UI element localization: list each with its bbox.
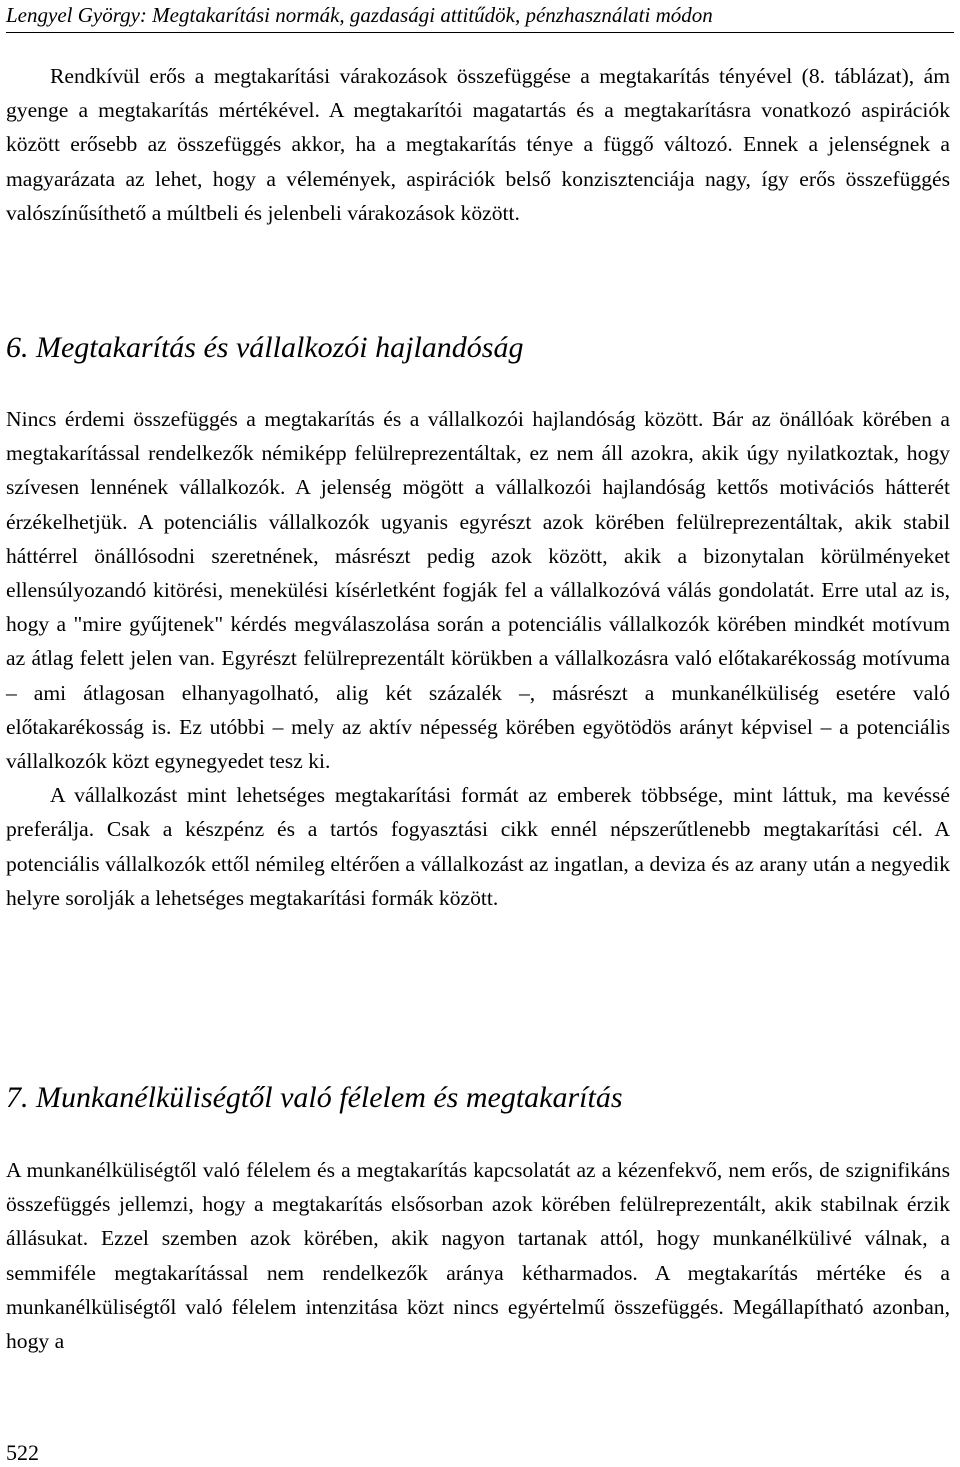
paragraph-text: A munkanélküliségtől való félelem és a megtakarítás kapcsolatát az a kézenfekvő, nem erős, de szignifikáns összefüggés jellemzi, hogy a megtakarítás elsősorban azok körében felülreprezentált, akik stabilnak érzik állásukat. Ezzel szemben azok körében, akik nagyon tartanak attól, hogy munkanélkülivé válnak, a semmiféle megtakarítással nem rendelkezők aránya kétharmados. A megtakarítás mértéke és a munkanélküliségtől való félelem intenzitása közt nincs egyértelmű összefüggés. Megállapítható azonban, hogy a (6, 1158, 950, 1354)
running-header: Lengyel György: Megtakarítási normák, gazdasági attitűdök, pénzhasználati módon (6, 3, 713, 27)
header-rule (6, 32, 954, 33)
paragraph-entrepreneurship (6, 402, 950, 915)
page-number: 522 (6, 1440, 39, 1465)
paragraph-text: Nincs érdemi összefüggés a megtakarítás és a vállalkozói hajlandóság között. Bár az önállóak körében a megtakarítással rendelkezők némiképp felülreprezentáltak, ez nem áll azokra, akik úgy nyilatkoztak, hogy szívesen lennének vállalkozók. A jelenség mögött a vállalkozói hajlandóság kettős motivációs hátterét érzékelhetjük. A potenciális vállalkozók ugyanis egyrészt azok körében felülreprezentáltak, akik stabil háttérrel önállósodni szeretnének, másrészt pedig azok között, akik a bizonytalan körülményeket ellensúlyozandó kitörési, menekülési kísérletként fogják fel a vállalkozóvá válás gondolatát. Erre utal az is, hogy a "mire gyűjtenek" kérdés megválaszolása során a potenciális vállalkozók körében mindkét motívum az átlag felett jelen van. Egyrészt felülreprezentált körükben a vállalkozásra való előtakarékosság motívuma – ami átlagosan elhanyagolható, alig két százalék –, másrészt a munkanélküliség esetére való előtakarékosság is. Ez utóbbi – mely az aktív népesség körében egyötödös arányt képvisel – a potenciális vállalkozók közt egynegyedet tesz ki. (6, 407, 950, 774)
section-heading-6: 6. Megtakarítás és vállalkozói hajlandóság (6, 331, 524, 364)
paragraph-text: Rendkívül erős a megtakarítási várakozások összefüggése a megtakarítás tényével (8. táblázat), ám gyenge a megtakarítás mértékével. A megtakarítói magatartás és a megtakarításra vonatkozó aspirációk között erősebb az összefüggés akkor, ha a megtakarítás ténye a függő változó. Ennek a jelenségnek a magyarázata az lehet, hogy a vélemények, aspirációk belső konzisztenciája nagy, így erős összefüggés valószínűsíthető a múltbeli és jelenbeli várakozások között. (6, 64, 950, 225)
section-heading-7: 7. Munkanélküliségtől való félelem és megtakarítás (6, 1081, 623, 1114)
paragraph-unemployment-fear (6, 1153, 950, 1358)
paragraph-text: A vállalkozást mint lehetséges megtakarítási formát az emberek többsége, mint láttuk, ma kevéssé preferálja. Csak a készpénz és a tartós fogyasztási cikk ennél népszerűtlenebb megtakarítási cél. A potenciális vállalkozók ettől némileg eltérően a vállalkozást az ingatlan, a deviza és az arany után a negyedik helyre sorolják a lehetséges megtakarítási formák között. (6, 783, 950, 910)
paragraph-savings-expectations (6, 59, 950, 230)
